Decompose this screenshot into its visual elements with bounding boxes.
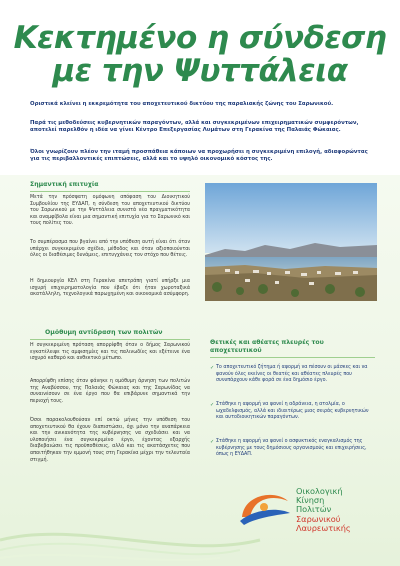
section2-paragraph-3: Όσοι παρακολουθούσαν επί οκτώ μήνες την υπόθεση του αποχετευτικού θα έχουν διαπιστώσει, όχι μόνο την αναπάρκεια και την ανικανότητα της κυβέρνησης να σχεδιάσει και να υλοποιήσει ένα συγκεκριμένο έργο, έχοντας εξαρχής διαβεβαιώσει τις προϋποθέσεις, αλλά και τις ακατάσχετες που απαιτήθηκαν την εμμονή τους στη Γερακίνα μέχρι την τελευταία στιγμή.: [30, 418, 190, 463]
bullet-text: Το αποχετευτικό ζήτημα ή αφορμή να πέσουν οι μάσκες και να φανούν όλες εκείνες οι θεατές και αθέατες πλευρές που συνυπάρχουν κάθε φορά σε ένα δημόσιο έργο.: [216, 365, 368, 384]
org-line-2: Κίνηση: [296, 495, 325, 506]
bullet-item: [210, 439, 373, 459]
section-heading-positive-sides: Θετικές και αθέατες πλευρές του αποχετευτικού: [210, 339, 324, 354]
org-line-5: Λαυρεωτικής: [296, 522, 351, 533]
section1-paragraph-2: Το συμπέρασμα που βγαίνει από την υπόθεση αυτή είναι ότι όταν υπάρχει συγκεκριμένο σχέδιο, μέθοδος και όταν αξιοποιούνται όλες οι διαθέσιμες δυνάμεις, επιτυγχάνεις τον στόχο που θέτεις.: [30, 240, 190, 259]
section2-paragraph-1: Η συγκεκριμένη πρόταση απορρίφθη όταν ο δήμος Σαρωνικού εγκατέλειψε τις αμφισημίες και τις παλινωδίες και εξέτεινε ένα ισχυρό καθαρό και ανθεκτικό μέτωπο.: [30, 343, 190, 362]
intro-paragraph-1: Οριστικά κλείνει η εκκρεμότητα του αποχετευτικού δικτύου της παραλιακής ζώνης του Σαρωνικού.: [30, 101, 334, 107]
check-icon: ✓: [210, 365, 215, 371]
title-line-2: με την Ψυττάλεια: [52, 53, 348, 89]
heading-divider: [30, 339, 190, 340]
check-icon: ✓: [210, 402, 215, 408]
title-line-1: Κεκτημένο η σύνδεση: [13, 20, 387, 56]
org-line-1: Οικολογική: [296, 486, 343, 496]
section-heading-citizens: Ομόθυμη αντίδραση των πολιτών: [45, 329, 163, 336]
bullet-item: [210, 365, 373, 385]
intro-paragraph-3: Όλοι γνωρίζουν πλέον την ιταμή προσπάθεια κάποιων να προχωρήσει η συγκεκριμένη επιλογή, αδιαφορώντας για τις περιβαλλοντικές επιπτώσεις, αλλά και το υψηλό οικονομικό κόστος της.: [30, 149, 368, 163]
bullet-text: Στάθηκε η αφορμή να φανεί η αδράνεια, η ατολμία, ο ωχαδελφισμός, αλλά και ιδιαιτέρως μιας σειράς κυβερνητικών και αυτοδιοικητικών παραγόντων.: [216, 402, 369, 421]
page-title: [0, 22, 400, 88]
section2-paragraph-2: Απορρίφθη επίσης όταν φάνηκε η ομόθυμη άρνηση των πολιτών της Αναβύσσου, της Παλαιάς Φώκαιας και της Σαρωνίδας να συναινέσουν σε ένα έργο που θα επιβάρυνε σημαντικά την περιοχή τους.: [30, 379, 190, 404]
landscape-photo: [205, 183, 377, 301]
intro-paragraph-2: Παρά τις μεθοδεύσεις κυβερνητικών παραγόντων, αλλά και συγκεκριμένων επιχειρηματικών συμφερόντων, αποτελεί παρελθόν η ιδέα να γίνει Κέντρο Επεξεργασίας Λυμάτων στη Γερακίνα της Παλαιάς Φώκαιας.: [30, 120, 359, 134]
bullet-text: Στάθηκε η αφορμή να φανεί ο ασφυκτικός εναγκαλισμός της κυβέρνησης με τους δημόσιους οργανισμούς και επιχειρήσεις, όπως η ΕΥΔΑΠ.: [216, 439, 367, 458]
section-heading-success: Σημαντική επιτυχία: [30, 181, 99, 188]
org-line-3: Πολιτών: [296, 504, 332, 515]
decorative-swirl: [0, 500, 400, 566]
section1-paragraph-1: Μετά την πρόσφατη ομόφωνη απόφαση του Διοικητικού Συμβουλίου της ΕΥΔΑΠ, η σύνδεση του αποχετευτικού δικτύου του Σαρωνικού με την Ψυττάλεια συνιστά νέα πραγματικότητα και αναμφίβολα είναι μια σημαντική επιτυχία για το Σαρωνικό και τους πολίτες του.: [30, 195, 190, 227]
heading-divider: [30, 191, 190, 192]
bullet-item: [210, 402, 373, 422]
check-icon: ✓: [210, 439, 215, 445]
org-line-4: Σαρωνικού: [296, 513, 341, 524]
section1-paragraph-3: Η δημιουργία ΚΕΛ στη Γερακίνα απετράπη γιατί υπήρξε μια ισχυρή επιχειρηματολογία που έβαζε ότι ήταν χωροταξικά ακατάλληλη, τεχνολογικά παρωχημένη και οικονομικά ασύμφορη.: [30, 279, 190, 298]
heading-divider: [210, 357, 375, 358]
